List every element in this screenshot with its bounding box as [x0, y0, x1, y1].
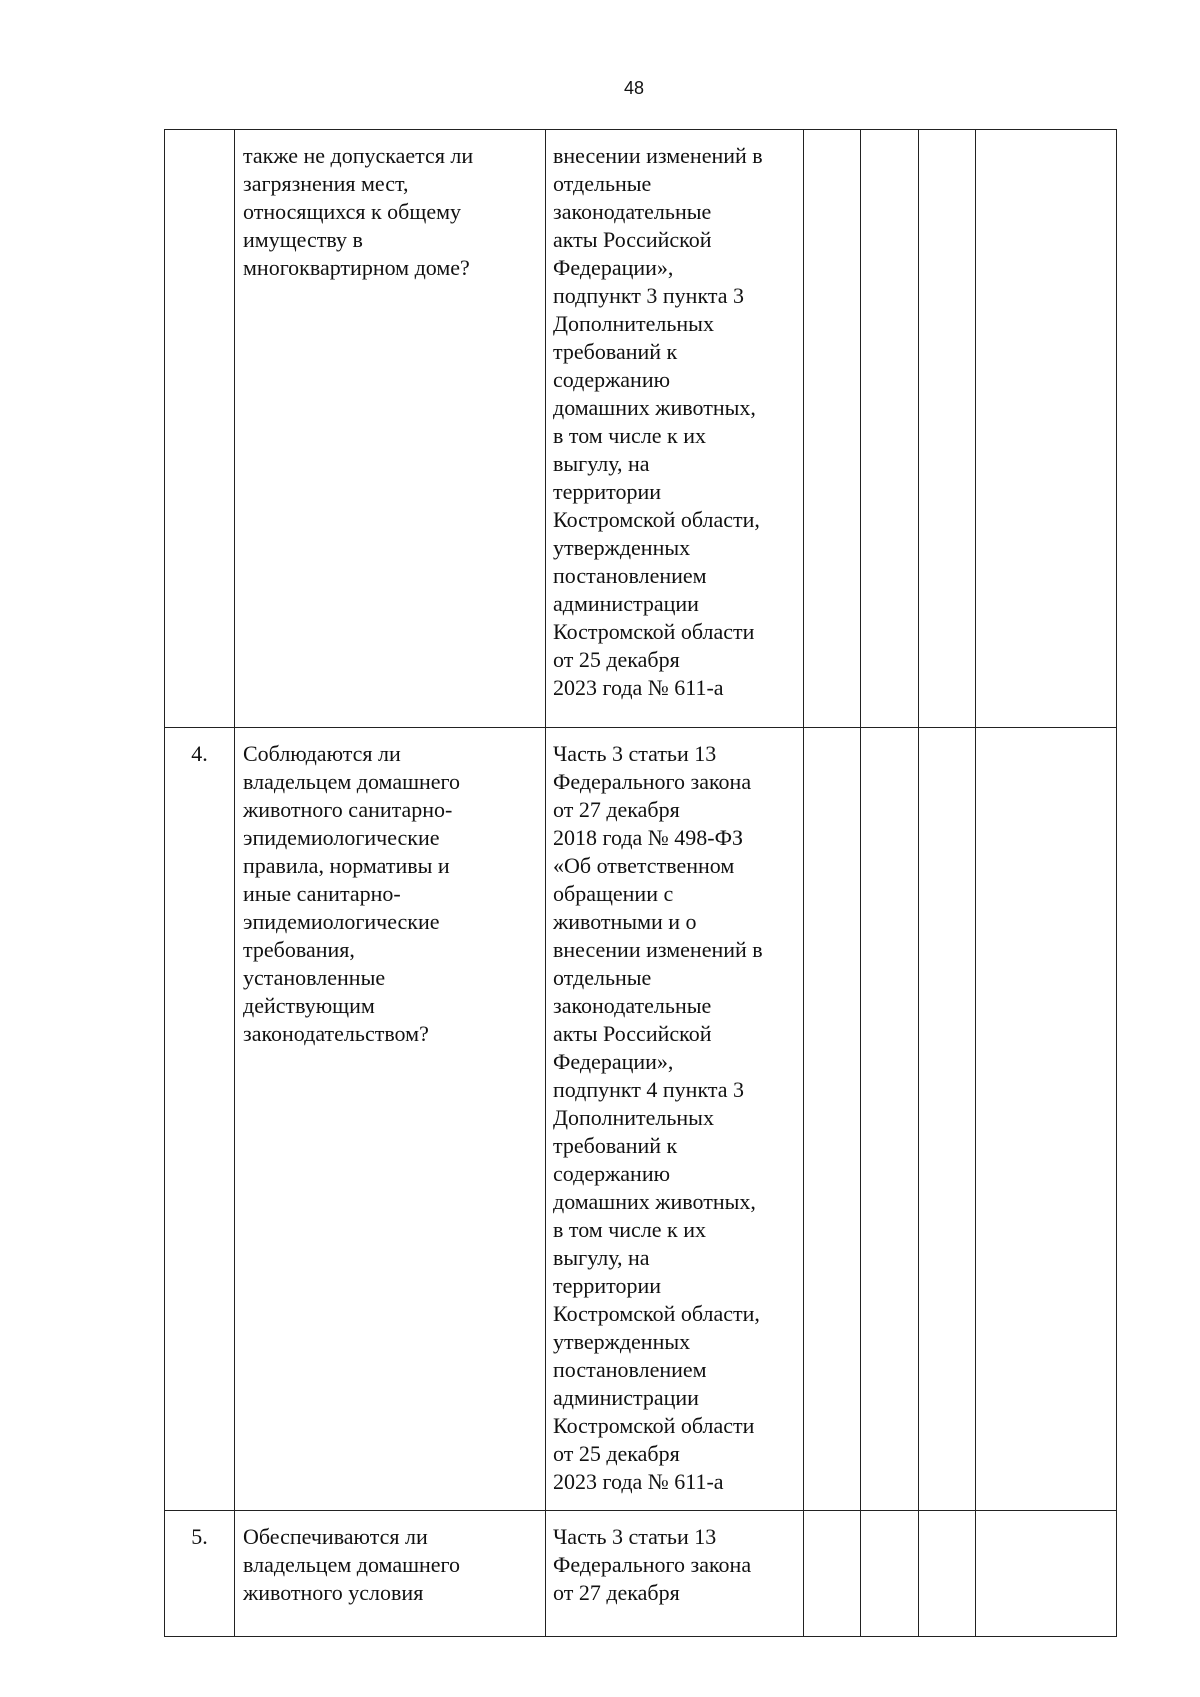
answer-no-cell — [861, 1511, 919, 1637]
reference-line: Федерального закона — [553, 769, 752, 794]
reference-line: в том числе к их — [553, 1217, 707, 1242]
reference-line: Костромской области, — [553, 507, 760, 532]
note-cell — [976, 728, 1117, 1511]
row-number-cell: 5. — [165, 1511, 235, 1637]
reference-line: утвержденных — [553, 1329, 691, 1354]
reference-line: Костромской области — [553, 619, 755, 644]
reference-line: «Об ответственном — [553, 853, 735, 878]
checklist-table — [164, 129, 1117, 1637]
reference-line: Федерального закона — [553, 1552, 752, 1577]
question-line: относящихся к общему — [243, 199, 462, 224]
reference-line: животными и о — [553, 909, 697, 934]
reference-line: акты Российской — [553, 227, 712, 252]
table-row — [165, 1511, 1117, 1637]
reference-line: домашних животных, — [553, 395, 756, 420]
reference-line: содержанию — [553, 1161, 671, 1186]
reference-line: утвержденных — [553, 535, 691, 560]
answer-yes-cell — [804, 130, 861, 728]
reference-line: от 27 декабря — [553, 1580, 680, 1605]
note-cell — [976, 130, 1117, 728]
question-line: Обеспечиваются ли — [243, 1524, 428, 1549]
answer-no-cell — [861, 728, 919, 1511]
reference-line: выгулу, на — [553, 451, 650, 476]
question-cell — [235, 728, 546, 1511]
question-line: также не допускается ли — [243, 143, 474, 168]
question-line: загрязнения мест, — [243, 171, 409, 196]
question-line: эпидемиологические — [243, 909, 440, 934]
reference-line: отдельные — [553, 171, 652, 196]
question-line: Соблюдаются ли — [243, 741, 401, 766]
question-line: правила, нормативы и — [243, 853, 450, 878]
reference-line: внесении изменений в — [553, 143, 763, 168]
question-line: многоквартирном доме? — [243, 255, 470, 280]
reference-line: Костромской области, — [553, 1301, 760, 1326]
reference-line: 2018 года № 498-ФЗ — [553, 825, 744, 850]
reference-line: Дополнительных — [553, 311, 714, 336]
reference-line: 2023 года № 611-а — [553, 1469, 724, 1494]
reference-line: законодательные — [553, 993, 712, 1018]
reference-line: требований к — [553, 1133, 678, 1158]
reference-cell — [546, 1511, 804, 1637]
answer-yes-cell — [804, 1511, 861, 1637]
reference-line: подпункт 3 пункта 3 — [553, 283, 744, 308]
answer-na-cell — [919, 728, 976, 1511]
answer-na-cell — [919, 130, 976, 728]
page-number: 48 — [623, 78, 645, 98]
question-line: владельцем домашнего — [243, 769, 461, 794]
reference-line: в том числе к их — [553, 423, 707, 448]
answer-no-cell — [861, 130, 919, 728]
reference-line: отдельные — [553, 965, 652, 990]
question-line: эпидемиологические — [243, 825, 440, 850]
reference-line: Дополнительных — [553, 1105, 714, 1130]
reference-line: территории — [553, 479, 662, 504]
question-line: установленные — [243, 965, 386, 990]
reference-line: обращении с — [553, 881, 674, 906]
question-line: действующим — [243, 993, 375, 1018]
reference-line: постановлением — [553, 563, 707, 588]
reference-line: Федерации», — [553, 255, 674, 280]
row-number-cell — [165, 130, 235, 728]
reference-line: подпункт 4 пункта 3 — [553, 1077, 744, 1102]
reference-line: Часть 3 статьи 13 — [553, 1524, 717, 1549]
question-line: владельцем домашнего — [243, 1552, 461, 1577]
reference-line: 2023 года № 611-а — [553, 675, 724, 700]
reference-line: Костромской области — [553, 1413, 755, 1438]
reference-line: акты Российской — [553, 1021, 712, 1046]
answer-na-cell — [919, 1511, 976, 1637]
question-line: требования, — [243, 937, 355, 962]
reference-line: выгулу, на — [553, 1245, 650, 1270]
question-line: животного санитарно- — [243, 797, 453, 822]
table-row — [165, 728, 1117, 1511]
reference-cell — [546, 130, 804, 728]
reference-line: от 25 декабря — [553, 1441, 680, 1466]
note-cell — [976, 1511, 1117, 1637]
reference-line: Федерации», — [553, 1049, 674, 1074]
reference-line: администрации — [553, 591, 699, 616]
reference-line: требований к — [553, 339, 678, 364]
reference-line: домашних животных, — [553, 1189, 756, 1214]
row-number-cell: 4. — [165, 728, 235, 1511]
reference-line: содержанию — [553, 367, 671, 392]
reference-line: законодательные — [553, 199, 712, 224]
reference-line: территории — [553, 1273, 662, 1298]
reference-line: постановлением — [553, 1357, 707, 1382]
question-cell — [235, 130, 546, 728]
reference-line: внесении изменений в — [553, 937, 763, 962]
reference-line: Часть 3 статьи 13 — [553, 741, 717, 766]
answer-yes-cell — [804, 728, 861, 1511]
question-line: иные санитарно- — [243, 881, 401, 906]
reference-cell — [546, 728, 804, 1511]
question-cell — [235, 1511, 546, 1637]
question-line: имуществу в — [243, 227, 363, 252]
question-line: законодательством? — [243, 1021, 429, 1046]
question-line: животного условия — [243, 1580, 424, 1605]
reference-line: от 25 декабря — [553, 647, 680, 672]
reference-line: от 27 декабря — [553, 797, 680, 822]
table-row — [165, 130, 1117, 728]
reference-line: администрации — [553, 1385, 699, 1410]
